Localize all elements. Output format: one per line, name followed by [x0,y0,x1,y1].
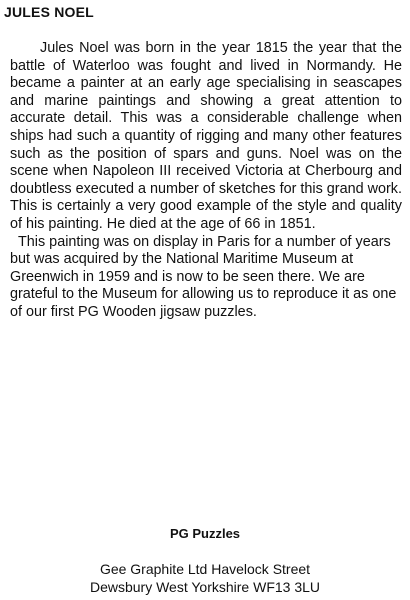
page-title: JULES NOEL [4,4,94,20]
footer-company-name: PG Puzzles [169,526,241,541]
body-text [10,40,402,322]
paragraph-provenance: This painting was on display in Paris for a number of years but was acquired by the National Maritime Museum at Greenwich in 1959 and is now to be seen there. We are grateful to the Museum for allowing us to reproduce it as one of our first PG Wooden jigsaw puzzles. [10,233,397,320]
paragraph-biography: Jules Noel was born in the year 1815 the year that the battle of Waterloo was fought and lived in Normandy. He became a painter at an early age specialising in seascapes and marine paintings and showing a great attention to accurate detail. This was a considerable challenge when ships had such a quantity of rigging and many other features such as the position of spars and guns. Noel was on the scene when Napoleon III received Victoria at Cherbourg and doubtless executed a number of sketches for this grand work. This is certainly a very good example of the style and quality of his painting. He died at the age of 66 in 1851. [10,40,402,232]
footer-address-line-1: Gee Graphite Ltd Havelock Street [99,561,311,577]
footer-address-line-2: Dewsbury West Yorkshire WF13 3LU [89,579,321,595]
